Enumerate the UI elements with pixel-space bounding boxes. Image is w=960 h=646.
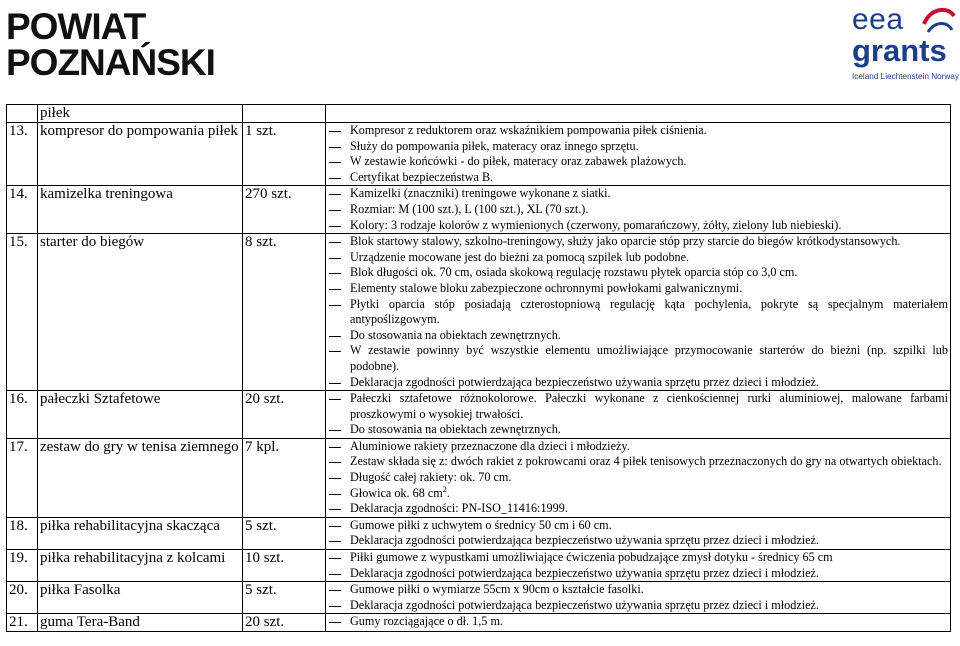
row-number: 15. bbox=[7, 234, 38, 391]
description-bullet bbox=[326, 265, 948, 281]
item-quantity: 5 szt. bbox=[243, 582, 326, 614]
item-description bbox=[326, 517, 951, 549]
description-bullet bbox=[326, 582, 948, 598]
description-bullet bbox=[326, 123, 948, 139]
table-row bbox=[7, 105, 951, 123]
item-description bbox=[326, 614, 951, 632]
item-quantity: 20 szt. bbox=[243, 614, 326, 632]
description-text: Gumy rozciągające o dł. 1,5 m. bbox=[350, 614, 503, 629]
superscript: 2 bbox=[442, 484, 447, 494]
description-bullet bbox=[326, 343, 948, 374]
table-row bbox=[7, 582, 951, 614]
row-number: 17. bbox=[7, 438, 38, 517]
description-text: Służy do pompowania piłek, materacy oraz innego sprzętu. bbox=[350, 138, 639, 153]
description-text: Deklaracja zgodności: PN-ISO_11416:1999. bbox=[350, 501, 568, 516]
description-text: Kompresor z reduktorem oraz wskaźnikiem pompowania piłek ciśnienia. bbox=[350, 123, 707, 137]
description-text: Elementy stalowe bloku zabezpieczone ochronnymi powłokami galwanicznymi. bbox=[350, 280, 743, 295]
item-quantity: 10 szt. bbox=[243, 550, 326, 582]
description-text: Aluminiowe rakiety przeznaczone dla dzieci i młodzieży. bbox=[350, 438, 630, 453]
powiat-logo-line2: POZNAŃSKI bbox=[6, 42, 215, 83]
item-name: pałeczki Sztafetowe bbox=[38, 391, 243, 439]
item-quantity: 8 szt. bbox=[243, 234, 326, 391]
description-bullet bbox=[326, 154, 948, 170]
item-name: piłka rehabilitacyjna z kolcami bbox=[38, 550, 243, 582]
description-text: Głowica ok. 68 cm bbox=[350, 485, 443, 500]
description-bullet bbox=[326, 598, 948, 614]
description-bullet bbox=[326, 281, 948, 297]
description-bullet: Głowica ok. 68 $cm^2$. bbox=[326, 486, 948, 502]
item-description bbox=[326, 582, 951, 614]
item-description bbox=[326, 123, 951, 186]
item-quantity: 5 szt. bbox=[243, 517, 326, 549]
description-text: Certyfikat bezpieczeństwa B. bbox=[350, 169, 494, 184]
row-number: 21. bbox=[7, 614, 38, 632]
item-quantity: 1 szt. bbox=[243, 123, 326, 186]
description-bullet bbox=[326, 391, 948, 422]
eea-logo-line2: grants bbox=[852, 33, 947, 68]
description-text: Gumowe piłki z uchwytem o średnicy 50 cm i 60 cm. bbox=[350, 517, 612, 532]
table-row bbox=[7, 438, 951, 517]
item-quantity: 20 szt. bbox=[243, 391, 326, 439]
table-row bbox=[7, 186, 951, 234]
description-text: Blok długości ok. 70 cm, osiada skokową regulację rozstawu płytek oparcia stóp co 3,0 cm. bbox=[350, 265, 798, 280]
description-text: Blok startowy stalowy, szkolno-treningowy, służy jako oparcie stóp przy starcie do biegów krótkodystansowych. bbox=[350, 234, 901, 249]
description-bullet bbox=[326, 218, 948, 234]
description-text: W zestawie powinny być wszystkie elementu umożliwiające przymocowanie starterów do bieżni (np. szpilki lub podobne). bbox=[350, 343, 948, 373]
row-number: 16. bbox=[7, 391, 38, 439]
description-bullet bbox=[326, 518, 948, 534]
description-bullet bbox=[326, 533, 948, 549]
spec-table bbox=[6, 104, 951, 632]
eea-logo-line1: eea bbox=[852, 3, 904, 36]
description-bullet bbox=[326, 550, 948, 566]
table-row bbox=[7, 550, 951, 582]
description-bullet bbox=[326, 439, 948, 455]
description-text: Gumowe piłki o wymiarze 55cm x 90cm o kształcie fasolki. bbox=[350, 582, 644, 597]
row-number: 20. bbox=[7, 582, 38, 614]
description-text: Deklaracja zgodności potwierdzająca bezpieczeństwo używania sprzętu przez dzieci i młodzież. bbox=[350, 597, 819, 612]
item-quantity bbox=[243, 105, 326, 123]
description-text: Kolory: 3 rodzaje kolorów z wymienionych (czerwony, pomarańczowy, żółty, zielony lub niebieski). bbox=[350, 217, 842, 232]
description-text: Kamizelki (znaczniki) treningowe wykonane z siatki. bbox=[350, 186, 611, 201]
description-text: Płytki oparcia stóp posiadają czterostopniową regulację kąta pochylenia, pokryte są specjalnym materiałem antypoślizgowym. bbox=[350, 296, 948, 327]
description-bullet bbox=[326, 170, 948, 186]
eea-logo-tagline: Iceland Liechtenstein Norway bbox=[852, 72, 959, 81]
row-number: 14. bbox=[7, 186, 38, 234]
item-description bbox=[326, 438, 951, 517]
description-text: W zestawie końcówki - do piłek, materacy oraz zabawek plażowych. bbox=[350, 154, 687, 169]
description-bullet bbox=[326, 454, 948, 470]
description-text: Deklaracja zgodności potwierdzająca bezpieczeństwo używania sprzętu przez dzieci i młodzież. bbox=[350, 565, 819, 580]
description-bullet bbox=[326, 422, 948, 438]
description-text: Do stosowania na obiektach zewnętrznych. bbox=[350, 327, 561, 342]
description-bullet bbox=[326, 566, 948, 582]
eea-grants-swirl-icon bbox=[918, 2, 958, 36]
description-text: Do stosowania na obiektach zewnętrznych. bbox=[350, 422, 561, 437]
powiat-logo-line1: POWIAT bbox=[6, 6, 146, 47]
item-name: piłka rehabilitacyjna skacząca bbox=[38, 517, 243, 549]
description-bullet bbox=[326, 501, 948, 517]
description-text: Piłki gumowe z wypustkami umożliwiające ćwiczenia pobudzające zmysł dotyku - średnicy 65 cm bbox=[350, 550, 833, 565]
description-text: Deklaracja zgodności potwierdzająca bezpieczeństwo używania sprzętu przez dzieci i młodzież. bbox=[350, 374, 819, 389]
description-bullet bbox=[326, 297, 948, 328]
table-row bbox=[7, 614, 951, 632]
description-bullet bbox=[326, 202, 948, 218]
description-bullet bbox=[326, 328, 948, 344]
description-text: Rozmiar: M (100 szt.), L (100 szt.), XL (70 szt.). bbox=[350, 201, 589, 216]
description-bullet bbox=[326, 139, 948, 155]
description-text: Deklaracja zgodności potwierdzająca bezpieczeństwo używania sprzętu przez dzieci i młodzież. bbox=[350, 533, 819, 548]
description-bullet bbox=[326, 234, 948, 250]
row-number bbox=[7, 105, 38, 123]
table-row bbox=[7, 234, 951, 391]
table-row bbox=[7, 517, 951, 549]
item-description bbox=[326, 550, 951, 582]
item-name: kamizelka treningowa bbox=[38, 186, 243, 234]
item-quantity: 270 szt. bbox=[243, 186, 326, 234]
description-bullet bbox=[326, 614, 948, 630]
item-description bbox=[326, 391, 951, 439]
description-text: Pałeczki sztafetowe różnokolorowe. Pałeczki wykonane z cienkościennej rurki aluminiowej, malowane farbami proszkowymi o wysokiej trwałości. bbox=[350, 391, 948, 421]
item-description bbox=[326, 234, 951, 391]
description-text: Urządzenie mocowane jest do bieżni za pomocą szpilek lub podobne. bbox=[350, 249, 690, 264]
row-number: 19. bbox=[7, 550, 38, 582]
item-quantity: 7 kpl. bbox=[243, 438, 326, 517]
item-description bbox=[326, 186, 951, 234]
row-number: 18. bbox=[7, 517, 38, 549]
table-row bbox=[7, 123, 951, 186]
table-row bbox=[7, 391, 951, 439]
item-name: zestaw do gry w tenisa ziemnego bbox=[38, 438, 243, 517]
row-number: 13. bbox=[7, 123, 38, 186]
description-bullet bbox=[326, 470, 948, 486]
page-header bbox=[0, 0, 960, 96]
item-name: piłek bbox=[38, 105, 243, 123]
item-description bbox=[326, 105, 951, 123]
description-text: Zestaw składa się z: dwóch rakiet z pokrowcami oraz 4 piłek tenisowych przeznaczonych do gry na otwartych obiektach. bbox=[350, 454, 942, 469]
description-text: Długość całej rakiety: ok. 70 cm. bbox=[350, 470, 512, 485]
item-name: starter do biegów bbox=[38, 234, 243, 391]
item-name: kompresor do pompowania piłek bbox=[38, 123, 243, 186]
description-bullet bbox=[326, 186, 948, 202]
item-name: guma Tera-Band bbox=[38, 614, 243, 632]
item-name: piłka Fasolka bbox=[38, 582, 243, 614]
description-bullet bbox=[326, 375, 948, 391]
description-bullet bbox=[326, 250, 948, 266]
